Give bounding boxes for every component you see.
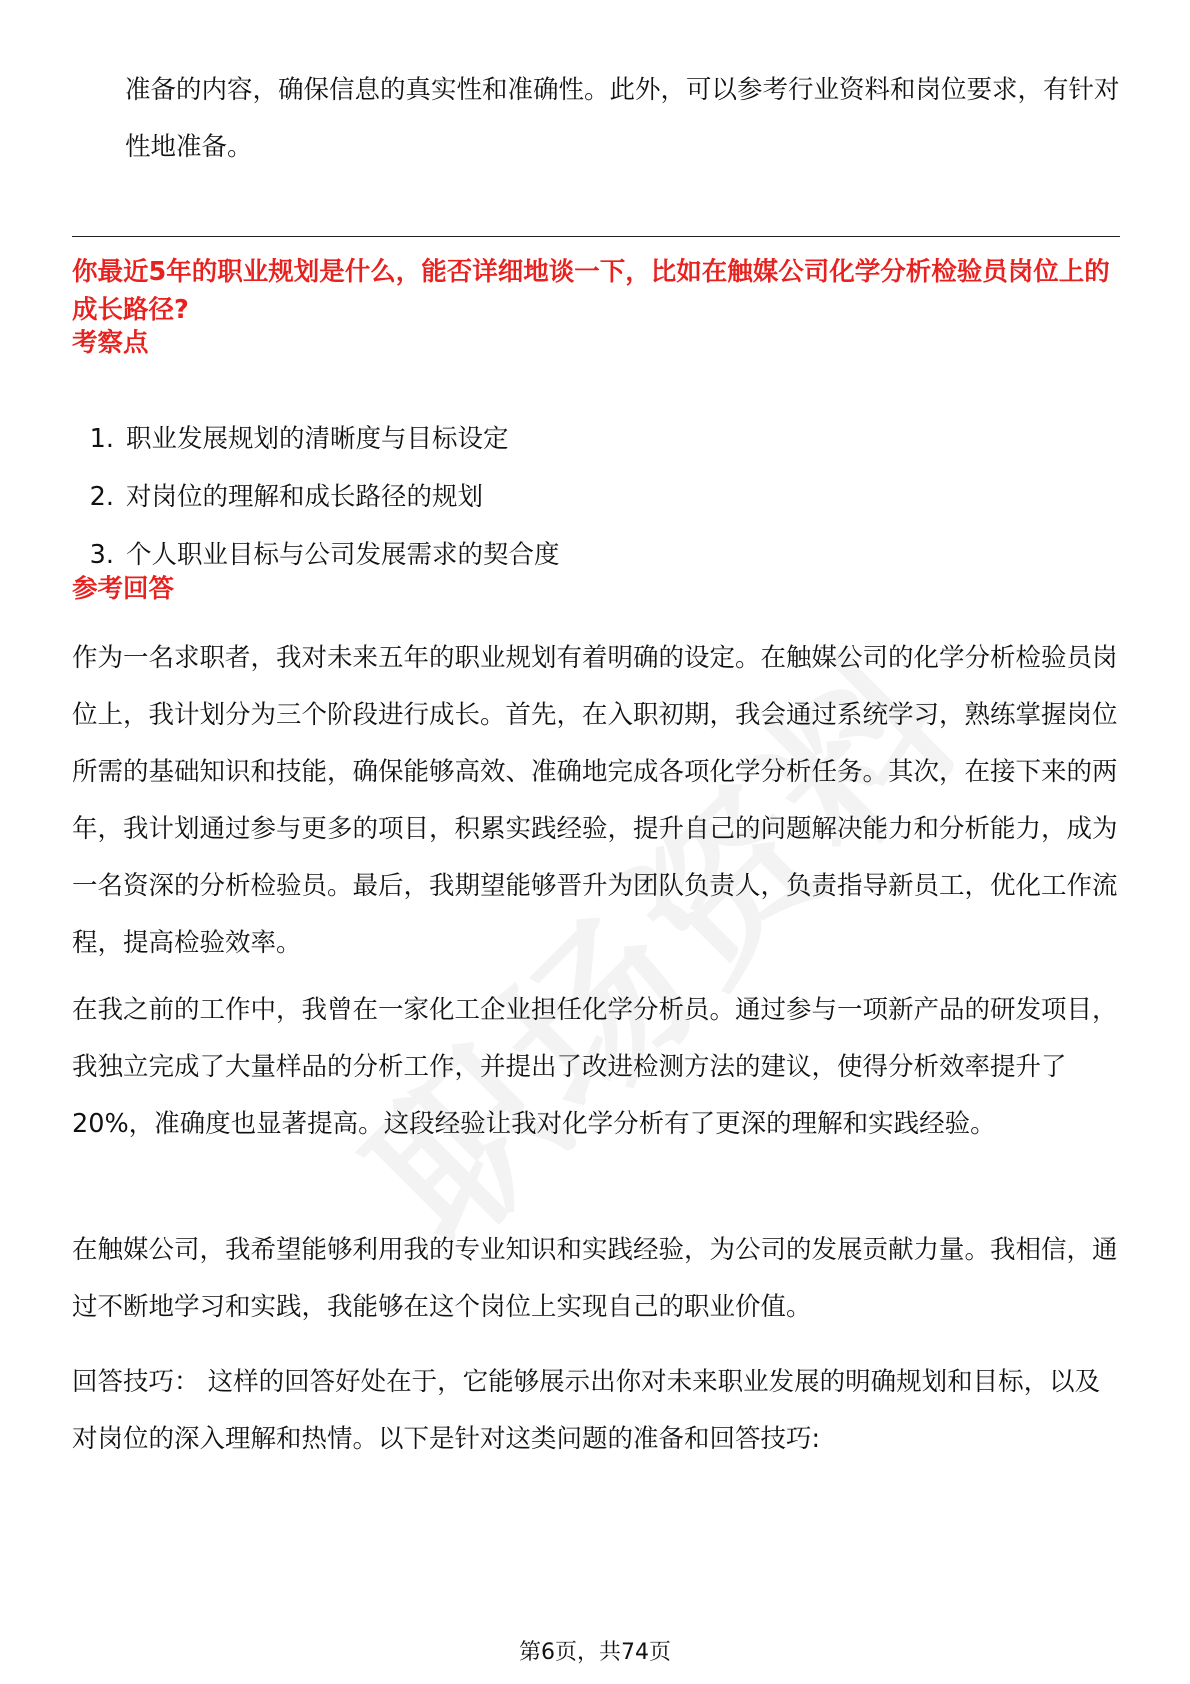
- list-item: [72, 480, 560, 538]
- list-item-text: 对岗位的理解和成长路径的规划: [126, 482, 484, 512]
- assessment-heading: 考察点: [72, 328, 149, 358]
- list-item-number: 3.: [89, 540, 114, 570]
- section-divider: [72, 236, 1120, 237]
- list-item-number: 2.: [89, 482, 114, 512]
- list-item: [72, 422, 560, 480]
- assessment-list: [72, 422, 560, 596]
- list-item-text: 职业发展规划的清晰度与目标设定: [126, 424, 509, 454]
- question-heading: 你最近5年的职业规划是什么，能否详细地谈一下，比如在触媒公司化学分析检验员岗位上的成长路径?: [72, 257, 1110, 325]
- intro-continuation-paragraph: 准备的内容，确保信息的真实性和准确性。此外，可以参考行业资料和岗位要求，有针对性地准备。: [125, 75, 1120, 162]
- list-item-number: 1.: [89, 424, 114, 454]
- answer-paragraph-1: 作为一名求职者，我对未来五年的职业规划有着明确的设定。在触媒公司的化学分析检验员岗位上，我计划分为三个阶段进行成长。首先，在入职初期，我会通过系统学习，熟练掌握岗位所需的基础知识和技能，确保能够高效、准确地完成各项化学分析任务。其次，在接下来的两年，我计划通过参与更多的项目，积累实践经验，提升自己的问题解决能力和分析能力，成为一名资深的分析检验员。最后，我期望能够晋升为团队负责人，负责指导新员工，优化工作流程，提高检验效率。: [72, 643, 1118, 958]
- answer-paragraph-2: 在我之前的工作中，我曾在一家化工企业担任化学分析员。通过参与一项新产品的研发项目，我独立完成了大量样品的分析工作，并提出了改进检测方法的建议，使得分析效率提升了20%，准确度也显著提高。这段经验让我对化学分析有了更深的理解和实践经验。: [72, 995, 1118, 1139]
- list-item-text: 个人职业目标与公司发展需求的契合度: [126, 540, 560, 570]
- answer-heading: 参考回答: [72, 574, 175, 604]
- answer-tips-paragraph: 回答技巧： 这样的回答好处在于，它能够展示出你对未来职业发展的明确规划和目标，以及对岗位的深入理解和热情。以下是针对这类问题的准备和回答技巧:: [72, 1367, 1101, 1454]
- answer-paragraph-3: 在触媒公司，我希望能够利用我的专业知识和实践经验，为公司的发展贡献力量。我相信，通过不断地学习和实践，我能够在这个岗位上实现自己的职业价值。: [72, 1235, 1118, 1322]
- page-footer: 第6页，共74页: [519, 1640, 671, 1665]
